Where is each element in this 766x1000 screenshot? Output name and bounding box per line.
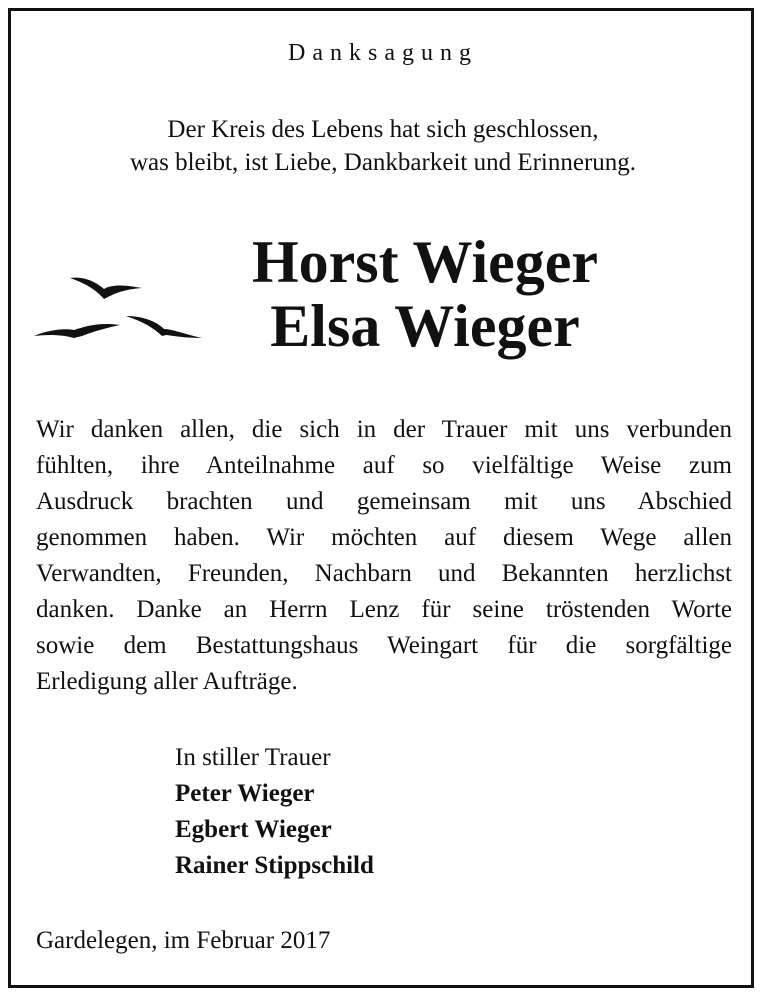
motto-line-2: was bleibt, ist Liebe, Dankbarkeit und Erinnerung. — [129, 149, 637, 176]
place-date: Gardelegen, im Februar 2017 — [36, 927, 331, 954]
message-line: Ausdruck brachten und gemeinsam mit uns Abschied — [36, 488, 732, 515]
deceased-name-2: Elsa Wieger — [270, 293, 580, 359]
message-line: sowie dem Bestattungshaus Weingart für die sorgfältige — [36, 632, 732, 659]
notice-heading: Danksagung — [288, 40, 478, 66]
bird-bottom-icon — [34, 324, 120, 338]
message-line: fühlten, ihre Anteilnahme auf so vielfältige Weise zum — [36, 452, 732, 479]
message-line: danken. Danke an Herrn Lenz für seine tröstenden Worte — [36, 596, 732, 623]
deceased-names — [120, 230, 730, 358]
deceased-name-1: Horst Wieger — [251, 229, 599, 295]
message-line: Erledigung aller Aufträge. — [36, 668, 298, 695]
message-line: genommen haben. Wir möchten auf diesem Wege allen — [36, 524, 732, 551]
motto-line-1: Der Kreis des Lebens hat sich geschlossen, — [167, 116, 599, 143]
signer-name: Egbert Wieger — [175, 816, 332, 843]
signer-name: Peter Wieger — [175, 780, 315, 807]
message-line: Verwandten, Freunden, Nachbarn und Bekannten herzlichst — [36, 560, 732, 587]
signature-block — [175, 740, 374, 884]
thanks-message — [36, 412, 732, 700]
signature-intro: In stiller Trauer — [175, 744, 331, 771]
message-line: Wir danken allen, die sich in der Trauer mit uns verbunden — [36, 416, 732, 443]
motto — [0, 113, 766, 179]
signer-name: Rainer Stippschild — [175, 852, 374, 879]
